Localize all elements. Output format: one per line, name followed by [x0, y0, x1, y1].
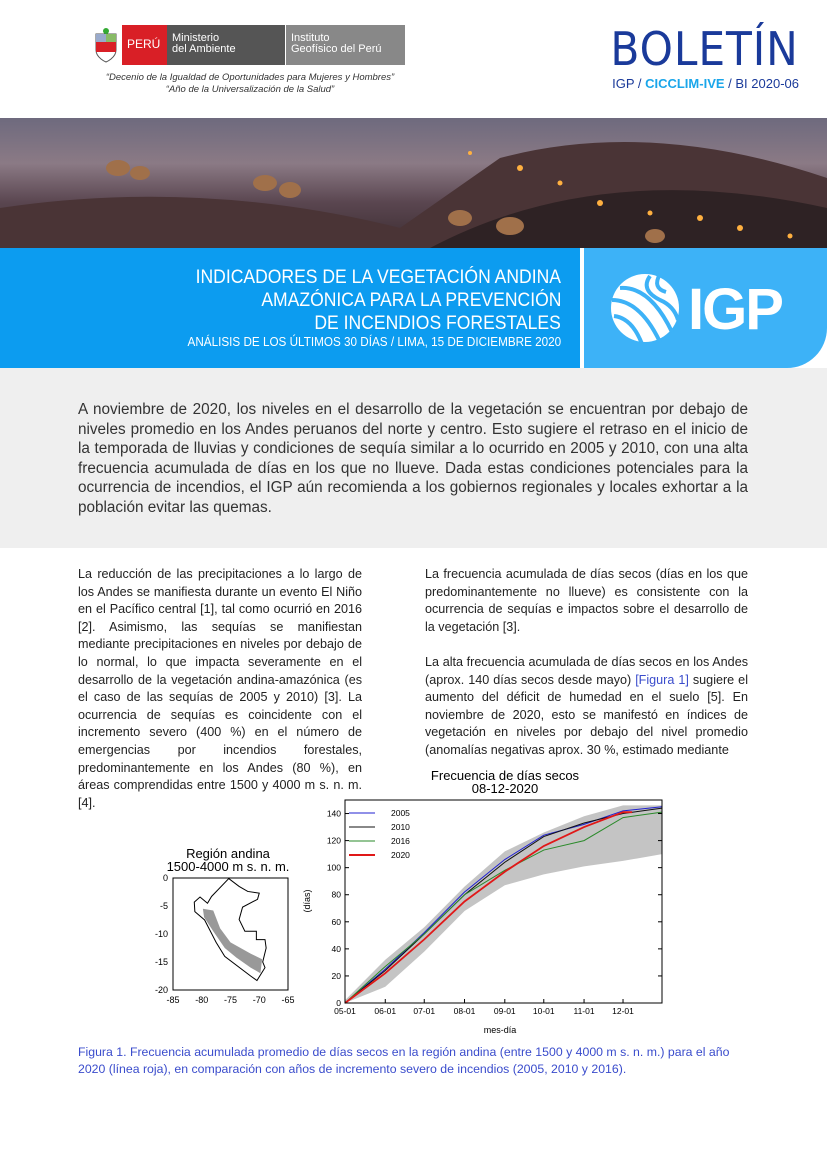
summary-text: A noviembre de 2020, los niveles en el desarrollo de la vegetación se encuentran por debajo de niveles promedio en los Andes peruanos del norte y centro. Esto sugiere el retraso en el inicio de la temporada de lluvias y condiciones de sequía similar a lo ocurrido en 2005 y 2010, con una alta frecuencia acumulada de días en los que no llueve. Dada estas condiciones potenciales para la ocurrencia de incendios, el IGP aún recomienda a los gobiernos regionales y locales exhortar a la población evitar las quemas.: [78, 401, 748, 516]
motto-line-1: “Decenio de la Igualdad de Oportunidades para Mujeres y Hombres”: [105, 72, 395, 83]
map-y-tick-label: 0: [162, 873, 168, 883]
map-x-tick-label: -70: [252, 995, 266, 1005]
y-tick-label: 60: [331, 916, 341, 927]
body-right-paragraph-2: [425, 654, 748, 760]
y-tick-label: 100: [326, 862, 341, 873]
header-photo-vicunas-fire: [0, 118, 827, 248]
body-right-column: [425, 566, 748, 777]
map-x-tick-label: -85: [166, 995, 180, 1005]
x-tick-label: 05-01: [334, 1006, 356, 1016]
report-title-line-1: INDICADORES DE LA VEGETACIÓN ANDINA: [195, 266, 561, 288]
map-title-2: 1500-4000 m s. n. m.: [166, 859, 290, 874]
x-tick-label: 06-01: [374, 1006, 397, 1016]
dry-days-chart: [290, 765, 670, 1040]
legend-label-2016: 2016: [391, 836, 410, 846]
legend-label-2005: 2005: [391, 808, 410, 818]
andean-region-map: [140, 840, 310, 1010]
map-y-tick-label: -15: [154, 957, 168, 967]
bulletin-code: [612, 76, 799, 91]
map-y-tick-label: -5: [159, 901, 168, 911]
x-tick-label: 08-01: [453, 1006, 476, 1016]
paragraph-text: sugiere el aumento del déficit de humedad en el suelo [5]. En noviembre de 2020, esto se manifestó en índices de vegetación en niveles por debajo del nivel promedio (anomalías negativas aprox. 30 %, estimado mediante: [425, 672, 748, 757]
report-subtitle: ANÁLISIS DE LOS ÚLTIMOS 30 DÍAS / LIMA, 15 DE DICIEMBRE 2020: [187, 334, 561, 349]
x-axis-label: mes-día: [483, 1025, 517, 1035]
y-tick-label: 120: [326, 835, 341, 846]
legend-label-2010: 2010: [391, 822, 410, 832]
x-tick-label: 09-01: [493, 1006, 516, 1016]
body-right-paragraph-1: La frecuencia acumulada de días secos (días en los que predominantemente no llueve) es consistente con la ocurrencia de sequías e impactos sobre el desarrollo de la vegetación [3].: [425, 567, 748, 634]
x-tick-label: 11-01: [573, 1006, 595, 1016]
motto-line-2: “Año de la Universalización de la Salud”: [165, 84, 335, 95]
map-x-tick-label: -80: [195, 995, 209, 1005]
figure-1-link[interactable]: [Figura 1]: [635, 672, 689, 687]
y-tick-label: 40: [331, 943, 341, 954]
photo-illustration: [0, 118, 827, 248]
y-tick-label: 0: [336, 998, 341, 1008]
summary-box: [0, 368, 827, 548]
bulletin-title: BOLETÍN: [610, 22, 799, 76]
y-axis-label: (días): [302, 889, 312, 913]
chart-subtitle: 08-12-2020: [471, 781, 539, 796]
x-tick-label: 12-01: [612, 1006, 634, 1016]
chart-title: Frecuencia de días secos: [430, 768, 580, 783]
code-program: CICCLIM-IVE: [645, 76, 725, 91]
map-x-tick-label: -75: [223, 995, 238, 1005]
ministry-line-2: del Ambiente: [172, 43, 236, 55]
report-title-line-3: DE INCENDIOS FORESTALES: [314, 312, 561, 334]
y-tick-label: 80: [331, 889, 341, 900]
x-tick-label: 10-01: [532, 1006, 555, 1016]
map-y-tick-label: -20: [154, 985, 168, 995]
legend-label-2020: 2020: [391, 850, 410, 860]
institute-line-2: Geofísico del Perú: [291, 43, 382, 55]
report-title-line-2: AMAZÓNICA PARA LA PREVENCIÓN: [260, 289, 561, 311]
ministry-line-1: Ministerio: [172, 32, 220, 44]
ministry-label: [167, 25, 285, 65]
map-title-1: Región andina: [186, 846, 270, 861]
institute-label: [286, 25, 405, 65]
institute-line-1: Instituto: [291, 32, 330, 44]
igp-globe-icon: [610, 270, 680, 346]
y-tick-label: 20: [331, 970, 341, 981]
body-left-paragraph-1: La reducción de las precipitaciones a lo largo de los Andes se manifiesta durante un evento El Niño en el Pacífico central [1], tal como ocurrió en 2016 [2]. Asimismo, las sequías se manifiestan mediante precipitaciones en niveles por debajo de lo normal, lo que impacta severamente en el desarrollo de la vegetación andina-amazónica (es el caso de las sequías de 2005 y 2010) [3]. La ocurrencia de sequías es coincidente con el incremento severo (400 %) en el número de emergencias por incendios forestales, predominantemente en los Andes (80 %), en áreas comprendidas entre 1500 y 4000 m s. n. m. [4].: [78, 567, 362, 810]
peru-label: PERÚ: [122, 25, 167, 65]
x-tick-label: 07-01: [413, 1006, 436, 1016]
peru-coat-of-arms-icon: [92, 28, 120, 64]
map-y-tick-label: -10: [154, 929, 168, 939]
map-x-tick-label: -65: [281, 995, 295, 1005]
igp-logo-panel: [584, 248, 827, 368]
paragraph-text: La alta frecuencia acumulada de días secos en los Andes (aprox. 140 días secos desde mayo): [425, 654, 748, 687]
code-suffix: / BI 2020-06: [724, 76, 799, 91]
igp-logo-text: IGP: [688, 277, 782, 342]
code-prefix: IGP /: [612, 76, 646, 91]
figure-caption: Figura 1. Frecuencia acumulada promedio de días secos en la región andina (entre 1500 y 4000 m s. n. m.) para el año 2020 (línea roja), en comparación con años de incremento severo de incendios (2005, 2010 y 2016).: [78, 1045, 730, 1076]
y-tick-label: 140: [326, 808, 341, 819]
